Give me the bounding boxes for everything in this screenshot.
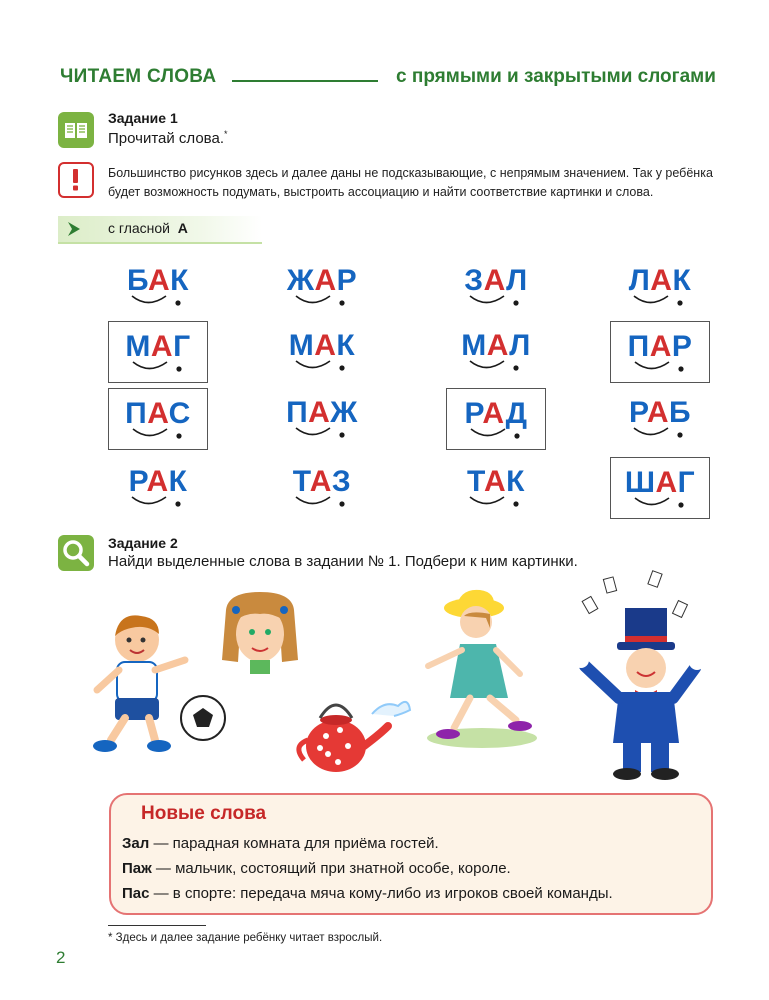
word-text: ШАГ — [624, 466, 696, 499]
syllable-mark — [610, 256, 710, 318]
word-text: МАК — [288, 329, 356, 362]
word-text: РАК — [128, 465, 188, 498]
new-word-item: Зал — парадная комната для приёма гостей. — [122, 835, 439, 852]
word-card — [610, 457, 710, 519]
word-card — [108, 388, 208, 450]
word-text: ПАС — [125, 397, 191, 430]
magnifier-icon — [58, 535, 94, 571]
vowel-section-label: с гласной А — [108, 220, 188, 236]
word-text: ТАЗ — [292, 465, 352, 498]
syllable-mark — [447, 389, 547, 451]
syllable-arc — [132, 497, 166, 504]
new-words-title: Новые слова — [141, 803, 267, 824]
syllable-dot — [678, 366, 683, 371]
syllable-arc — [470, 361, 504, 368]
new-word-item: Пас — в спорте: передача мяча кому-либо из игроков своей команды. — [122, 885, 613, 902]
arrow-right-icon — [64, 220, 86, 243]
boy-soccer-illustration — [75, 600, 235, 760]
book-icon — [58, 112, 94, 148]
chapter-subtitle: с прямыми и закрытыми слогами — [396, 66, 716, 87]
word-text: ТАК — [467, 465, 525, 498]
word-text: РАД — [464, 397, 528, 430]
syllable-mark — [272, 256, 372, 318]
syllable-dot — [339, 365, 344, 370]
note-paragraph — [108, 164, 728, 202]
syllable-dot — [513, 300, 518, 305]
girl-walking-illustration — [420, 588, 545, 758]
word-card — [610, 321, 710, 383]
syllable-mark — [108, 457, 208, 519]
syllable-dot — [176, 366, 181, 371]
word-text: РАБ — [628, 396, 692, 429]
word-text: ПАР — [627, 330, 693, 363]
word-card — [446, 321, 546, 383]
chapter-title: ЧИТАЕМ СЛОВА — [60, 66, 217, 87]
syllable-mark — [272, 457, 372, 519]
syllable-dot — [339, 432, 344, 437]
word-card — [272, 321, 372, 383]
syllable-dot — [175, 300, 180, 305]
teapot-illustration — [290, 690, 415, 780]
syllable-dot — [513, 501, 518, 506]
task1-text: Прочитай слова.* — [108, 129, 228, 147]
syllable-arc — [296, 296, 330, 303]
syllable-mark — [611, 322, 711, 384]
task1-title: Задание 1 — [108, 110, 178, 126]
syllable-mark — [611, 458, 711, 520]
syllable-dot — [677, 300, 682, 305]
word-card — [446, 457, 546, 519]
syllable-arc — [635, 498, 669, 505]
syllable-arc — [296, 361, 330, 368]
word-card — [610, 256, 710, 318]
exclamation-icon — [58, 162, 94, 198]
word-card — [272, 388, 372, 450]
word-card — [610, 388, 710, 450]
syllable-arc — [634, 296, 668, 303]
syllable-dot — [514, 433, 519, 438]
word-text: ЗАЛ — [464, 264, 528, 297]
task2-title: Задание 2 — [108, 535, 178, 551]
syllable-dot — [339, 501, 344, 506]
syllable-arc — [635, 362, 669, 369]
word-card — [272, 457, 372, 519]
header-divider — [232, 80, 378, 82]
syllable-mark — [272, 388, 372, 450]
note-line-2: будет возможность подумать, выстроить ассоциацию и найти соответствие картинки и слова. — [108, 185, 654, 199]
page-number: 2 — [56, 948, 66, 967]
word-text: МАГ — [125, 330, 191, 363]
syllable-arc — [132, 296, 166, 303]
syllable-mark — [108, 256, 208, 318]
syllable-arc — [471, 429, 505, 436]
syllable-mark — [272, 321, 372, 383]
new-word-item: Паж — мальчик, состоящий при знатной особе, короле. — [122, 860, 511, 877]
syllable-arc — [470, 497, 504, 504]
syllable-arc — [634, 428, 668, 435]
syllable-arc — [133, 429, 167, 436]
syllable-dot — [176, 433, 181, 438]
word-card — [108, 321, 208, 383]
syllable-dot — [678, 502, 683, 507]
task2-text: Найди выделенные слова в задании № 1. Подбери к ним картинки. — [108, 553, 578, 570]
syllable-dot — [339, 300, 344, 305]
syllable-arc — [470, 296, 504, 303]
syllable-dot — [677, 432, 682, 437]
word-card — [446, 256, 546, 318]
word-card — [108, 457, 208, 519]
word-card — [108, 256, 208, 318]
footnote-rule — [108, 925, 206, 926]
word-text: ЖАР — [286, 264, 358, 297]
girl-face-illustration — [218, 590, 303, 680]
syllable-mark — [446, 457, 546, 519]
syllable-mark — [446, 321, 546, 383]
note-line-1: Большинство рисунков здесь и далее даны не подсказывающие, с непрямым значением. Так у ребёнка — [108, 166, 713, 180]
word-text: МАЛ — [461, 329, 531, 362]
syllable-mark — [446, 256, 546, 318]
word-text: ПАЖ — [286, 396, 358, 429]
word-card — [446, 388, 546, 450]
magician-illustration — [555, 568, 720, 783]
footnote: * Здесь и далее задание ребёнку читает взрослый. — [108, 932, 383, 944]
syllable-arc — [296, 497, 330, 504]
syllable-mark — [610, 388, 710, 450]
word-text: БАК — [127, 264, 189, 297]
syllable-dot — [513, 365, 518, 370]
word-card — [272, 256, 372, 318]
word-text: ЛАК — [628, 264, 692, 297]
syllable-arc — [133, 362, 167, 369]
syllable-dot — [175, 501, 180, 506]
syllable-arc — [296, 428, 330, 435]
syllable-mark — [109, 322, 209, 384]
syllable-mark — [109, 389, 209, 451]
